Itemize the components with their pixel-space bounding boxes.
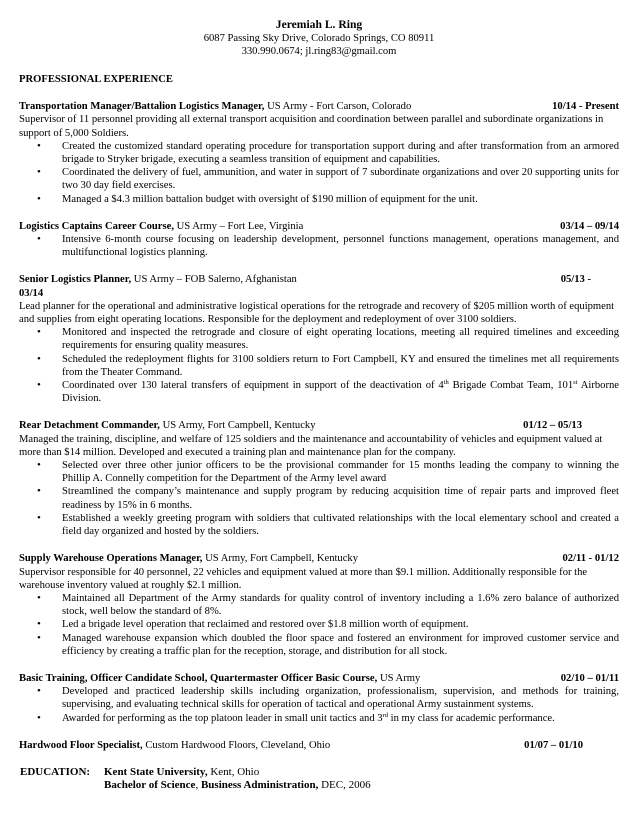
job-title: Transportation Manager/Battalion Logistics Manager,	[19, 101, 265, 113]
resume-page	[19, 17, 619, 792]
job-title: Basic Training, Officer Candidate School, Quartermaster Officer Basic Course,	[19, 672, 378, 684]
job-dates: 05/13 -	[560, 274, 591, 286]
job-entry	[19, 552, 619, 658]
job-bullets	[19, 326, 619, 405]
job-bullet: • Managed warehouse expansion which doubled the floor space and fostered an environment for improved customer service and efficiency by creating a traffic plan for the reception, storage, and distribution for all stock.	[19, 632, 619, 658]
job-title: Rear Detachment Commander,	[19, 420, 160, 432]
ordinal-suffix: th	[443, 379, 449, 387]
job-organization: US Army – FOB Salerno, Afghanistan	[131, 274, 297, 286]
job-heading	[19, 739, 619, 752]
section-title-experience: PROFESSIONAL EXPERIENCE	[19, 74, 173, 85]
job-organization: US Army – Fort Lee, Virginia	[173, 220, 304, 232]
bullet-text: in my class for academic performance.	[388, 712, 555, 724]
job-bullet: • Intensive 6-month course focusing on leadership development, personnel functions management, operations management, and multifunctional logistics planning.	[19, 233, 619, 259]
education-location: Kent, Ohio	[207, 765, 260, 778]
candidate-address: 6087 Passing Sky Drive, Colorado Springs, CO 80911	[203, 33, 435, 44]
job-heading	[19, 419, 619, 432]
job-heading	[19, 220, 619, 233]
job-entry	[19, 220, 619, 260]
education-label: EDUCATION:	[20, 765, 91, 778]
job-organization: US Army, Fort Campbell, Kentucky	[202, 553, 359, 565]
job-summary: Supervisor of 11 personnel providing all external transport acquisition and coordination between parallel and subordinate organizations in support of 5,000 Soldiers.	[19, 114, 604, 139]
job-entry	[19, 273, 619, 405]
job-entry	[19, 100, 619, 206]
job-bullet: • Created the customized standard operating procedure for transportation support during and after transformation from an armored brigade to Stryker brigade, executing a seamless transition of equipment and capabilities.	[19, 140, 619, 166]
education-row	[19, 766, 619, 779]
candidate-contact: 330.990.0674; jl.ring83@gmail.com	[241, 46, 397, 57]
job-bullets	[19, 592, 619, 658]
education-date: DEC, 2006	[318, 779, 371, 792]
job-bullet: • Managed a $4.3 million battalion budget with oversight of $190 million of equipment for the unit.	[19, 193, 619, 206]
job-bullet: • Maintained all Department of the Army standards for quality control of inventory including a 1.6% zero balance of authorized stock, well below the standard of 8%.	[19, 592, 619, 618]
job-organization: US Army	[377, 672, 421, 684]
job-title: Supply Warehouse Operations Manager,	[19, 553, 203, 565]
job-bullets	[19, 140, 619, 206]
job-bullet: • Scheduled the redeployment flights for 3100 soldiers return to Fort Campbell, KY and ensured the timelines met all requirements from the Theater Command.	[19, 353, 619, 379]
job-title: Hardwood Floor Specialist,	[19, 739, 143, 751]
job-dates: 01/12 – 05/13	[523, 420, 582, 432]
job-summary: Supervisor responsible for 40 personnel, 22 vehicles and equipment valued at more than $9.1 million. Additionally responsible for the warehouse inventory valued at roughly $2.1 million.	[19, 566, 588, 591]
job-bullet	[19, 712, 619, 725]
ordinal-suffix: st	[573, 379, 578, 387]
education-section	[19, 766, 619, 792]
job-summary: Lead planner for the operational and administrative logistical operations for the retrograde and recovery of $205 million worth of equipment and supplies from eight operating locations. Responsible for the deployment and redeployment of over 3100 soldiers.	[19, 300, 615, 326]
job-bullets	[19, 459, 619, 538]
education-separator: ,	[195, 779, 201, 792]
job-heading	[19, 100, 619, 113]
job-dates: 02/10 – 01/11	[560, 672, 619, 684]
candidate-name: Jeremiah L. Ring	[275, 18, 363, 31]
job-summary: Managed the training, discipline, and welfare of 125 soldiers and the maintenance and accountability of vehicles and equipment valued at more than $14 million. Developed and executed a training plan and maintenance plan for the company.	[19, 433, 603, 458]
job-bullet: • Led a brigade level operation that reclaimed and restored over $1.8 million worth of equipment.	[19, 618, 619, 631]
job-bullet: • Established a weekly greeting program with soldiers that cultivated relationships with the local elementary school and created a field day organized and hosted by the soldiers.	[19, 512, 619, 538]
job-dates-continued: 03/14	[19, 287, 44, 299]
job-bullet: • Monitored and inspected the retrograde and closure of eight operating locations, meeting all required timelines and exceeding requirements for ensuring quality measures.	[19, 326, 619, 352]
job-organization: US Army, Fort Campbell, Kentucky	[159, 420, 316, 432]
job-bullet: • Coordinated the delivery of fuel, ammunition, and water in support of 7 subordinate organizations and over 20 supporting units for two 30 day field exercises.	[19, 166, 619, 192]
job-entry	[19, 419, 619, 538]
education-school: Kent State University,	[104, 765, 208, 778]
job-entry	[19, 739, 619, 752]
job-bullets	[19, 233, 619, 259]
job-title: Logistics Captains Career Course,	[19, 220, 174, 232]
job-bullet: • Developed and practiced leadership skills including organization, professionalism, supervision, and methods for training, supervising, and evaluating technical skills for operation of tactical and operational Army sustainment systems.	[19, 685, 619, 711]
job-bullet: • Selected over three other junior officers to be the provisional commander for 15 months leading the company to winning the Phillip A. Connelly competition for the Department of the Army level award	[19, 459, 619, 485]
education-field: Business Administration,	[200, 779, 319, 792]
bullet-text: Brigade Combat Team, 101	[448, 380, 574, 392]
ordinal-suffix: rd	[382, 711, 388, 719]
job-dates: 02/11 - 01/12	[562, 553, 619, 565]
job-bullet: • Streamlined the company’s maintenance and supply program by reducing acquisition time of repair parts and improved fleet readiness by 15% in 6 months.	[19, 485, 619, 511]
bullet-text: Awarded for performing as the top platoon leader in small unit tactics and 3	[62, 712, 383, 724]
job-bullet	[19, 379, 619, 405]
job-bullets	[19, 685, 619, 725]
job-dates: 10/14 - Present	[552, 101, 619, 113]
job-heading	[19, 672, 619, 685]
education-degree-row	[19, 779, 619, 792]
bullet-text: Coordinated over 130 lateral transfers of equipment in support of the deactivation of 4	[62, 380, 444, 392]
job-heading	[19, 273, 619, 286]
job-heading	[19, 552, 619, 565]
bullet-text: Airborne Division.	[62, 380, 620, 405]
job-organization: US Army - Fort Carson, Colorado	[264, 101, 412, 113]
job-title: Senior Logistics Planner,	[19, 274, 132, 286]
job-dates: 03/14 – 09/14	[560, 220, 619, 232]
job-organization: Custom Hardwood Floors, Cleveland, Ohio	[142, 739, 331, 751]
job-dates: 01/07 – 01/10	[524, 739, 583, 751]
education-degree: Bachelor of Science	[104, 779, 196, 792]
resume-header	[19, 17, 619, 58]
job-entry	[19, 672, 619, 725]
